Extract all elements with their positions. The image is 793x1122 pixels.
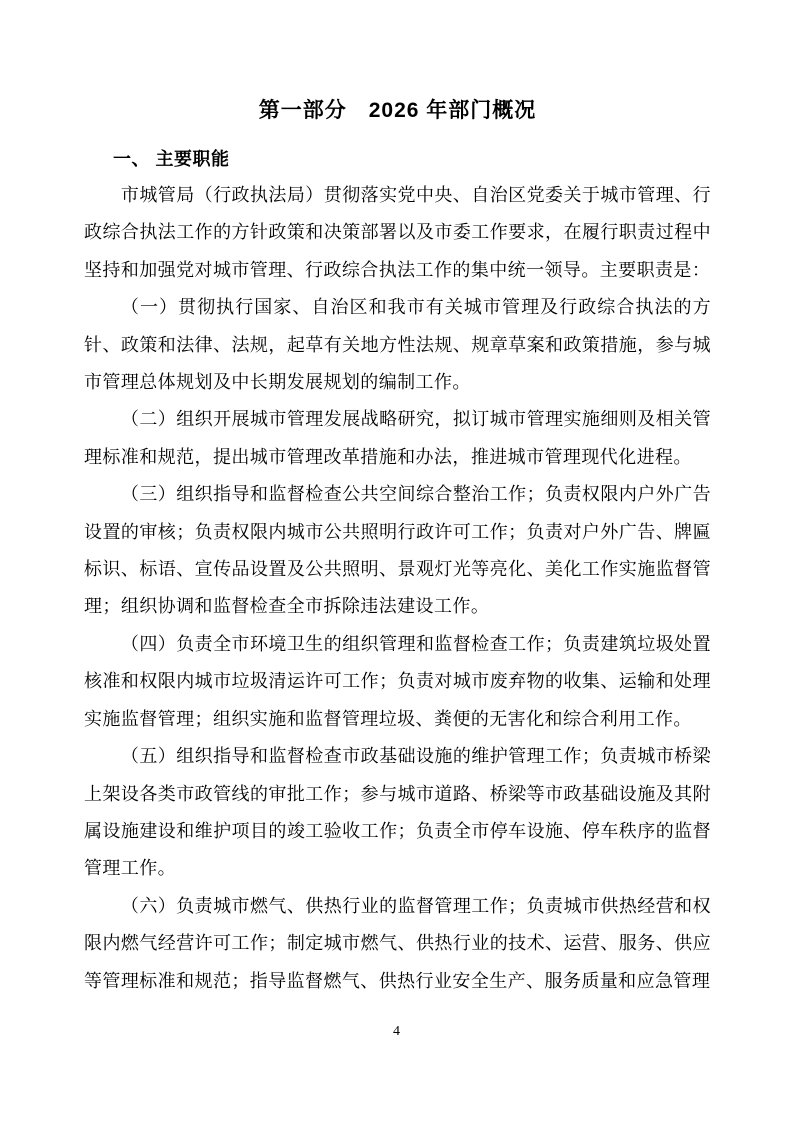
body-text — [84, 177, 711, 1000]
paragraph-duty-6: （六）负责城市燃气、供热行业的监督管理工作；负责城市供热经营和权限内燃气经营许可工作；制定城市燃气、供热行业的技术、运营、服务、供应等管理标准和规范；指导监督燃气、供热行业安全生产、服务质量和应急管理 — [84, 895, 711, 991]
section-heading-main-duties: 一、 主要职能 — [113, 149, 230, 169]
paragraph-duty-5: （五）组织指导和监督检查市政基础设施的维护管理工作；负责城市桥梁上架设各类市政管线的审批工作；参与城市道路、桥梁等市政基础设施及其附属设施建设和维护项目的竣工验收工作；负责全市停车设施、停车秩序的监督管理工作。 — [84, 746, 711, 879]
paragraph-duty-2: （二）组织开展城市管理发展战略研究，拟订城市管理实施细则及相关管理标准和规范，提出城市管理改革措施和办法，推进城市管理现代化进程。 — [84, 409, 711, 467]
page-number: 4 — [393, 1024, 400, 1039]
paragraph-intro: 市城管局（行政执法局）贯彻落实党中央、自治区党委关于城市管理、行政综合执法工作的方针政策和决策部署以及市委工作要求，在履行职责过程中坚持和加强党对城市管理、行政综合执法工作的集中统一领导。主要职责是： — [84, 185, 711, 280]
paragraph-duty-1: （一）贯彻执行国家、自治区和我市有关城市管理及行政综合执法的方针、政策和法律、法规，起草有关地方性法规、规章草案和政策措施，参与城市管理总体规划及中长期发展规划的编制工作。 — [84, 297, 711, 393]
document-title: 第一部分 2026 年部门概况 — [258, 99, 537, 122]
paragraph-duty-3: （三）组织指导和监督检查公共空间综合整治工作；负责权限内户外广告设置的审核；负责权限内城市公共照明行政许可工作；负责对户外广告、牌匾标识、标语、宣传品设置及公共照明、景观灯光等亮化、美化工作实施监督管理；组织协调和监督检查全市拆除违法建设工作。 — [84, 484, 711, 617]
document-content — [84, 97, 711, 1000]
paragraph-duty-4: （四）负责全市环境卫生的组织管理和监督检查工作；负责建筑垃圾处置核准和权限内城市垃圾清运许可工作；负责对城市废弃物的收集、运输和处理实施监督管理；组织实施和监督管理垃圾、粪便的无害化和综合利用工作。 — [84, 633, 711, 729]
